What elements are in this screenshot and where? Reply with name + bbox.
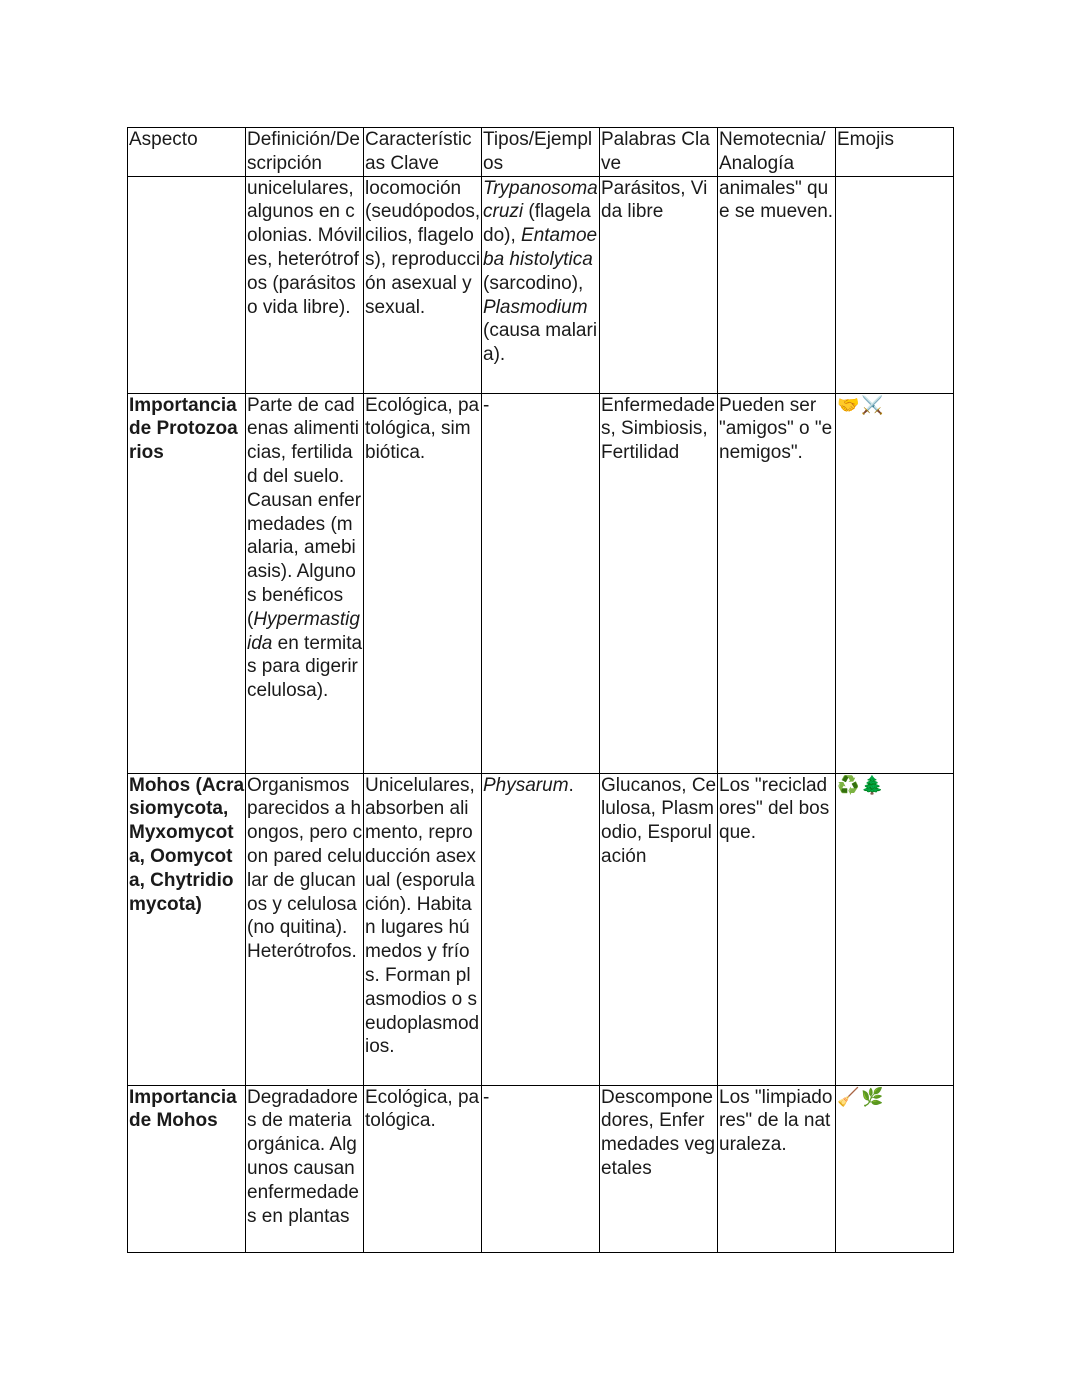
table-row xyxy=(128,773,954,1085)
cell-aspecto: Importancia de Protozoarios xyxy=(128,393,246,773)
table-row xyxy=(128,1085,954,1252)
header-emojis: Emojis xyxy=(836,128,954,177)
cell-tipos xyxy=(482,176,600,393)
table-header-row xyxy=(128,128,954,177)
header-palabras: Palabras Clave xyxy=(600,128,718,177)
table-row xyxy=(128,176,954,393)
cell-definicion: unicelulares, algunos en colonias. Móviles, heterótrofos (parásitos o vida libre). xyxy=(246,176,364,393)
header-tipos: Tipos/Ejemplos xyxy=(482,128,600,177)
table-row xyxy=(128,393,954,773)
cell-definicion: Degradadores de materia orgánica. Algunos causan enfermedades en plantas xyxy=(246,1085,364,1252)
cell-palabras: Descomponedores, Enfermedades vegetales xyxy=(600,1085,718,1252)
header-caracteristicas: Características Clave xyxy=(364,128,482,177)
cell-tipos: - xyxy=(482,393,600,773)
cell-caracteristicas: Ecológica, patológica. xyxy=(364,1085,482,1252)
cell-nemotecnia: animales" que se mueven. xyxy=(718,176,836,393)
cell-caracteristicas: Ecológica, patológica, simbiótica. xyxy=(364,393,482,773)
italic-text: Entamoeba histolytica xyxy=(483,225,598,270)
cell-palabras: Enfermedades, Simbiosis, Fertilidad xyxy=(600,393,718,773)
text-run: (sarcodino), xyxy=(483,272,584,294)
header-aspecto: Aspecto xyxy=(128,128,246,177)
cell-aspecto xyxy=(128,176,246,393)
cell-emojis: ♻️🌲 xyxy=(836,773,954,1085)
cell-aspecto: Mohos (Acrasiomycota, Myxomycota, Oomycota, Chytridiomycota) xyxy=(128,773,246,1085)
cell-aspecto: Importancia de Mohos xyxy=(128,1085,246,1252)
cell-tipos xyxy=(482,773,600,1085)
italic-text: Hypermastigida xyxy=(247,608,360,654)
text-run: (causa malaria). xyxy=(483,320,598,366)
cell-nemotecnia: Los "recicladores" del bosque. xyxy=(718,773,836,1085)
header-definicion: Definición/Descripción xyxy=(246,128,364,177)
header-nemotecnia: Nemotecnia/Analogía xyxy=(718,128,836,177)
text-run: Parte de cadenas alimenticias, fertilidad del suelo. Causan enfermedades (malaria, amebiasis). Algunos benéficos ( xyxy=(247,394,362,630)
cell-emojis: 🧹🌿 xyxy=(836,1085,954,1252)
cell-palabras: Parásitos, Vida libre xyxy=(600,176,718,393)
text-run: en termitas para digerir celulosa). xyxy=(247,632,363,702)
cell-nemotecnia: Pueden ser "amigos" o "enemigos". xyxy=(718,393,836,773)
cell-definicion: Organismos parecidos a hongos, pero con pared celular de glucanos y celulosa (no quitina). Heterótrofos. xyxy=(246,773,364,1085)
cell-nemotecnia: Los "limpiadores" de la naturaleza. xyxy=(718,1085,836,1252)
cell-emojis: 🤝⚔️ xyxy=(836,393,954,773)
text-run: (flagelado), xyxy=(483,201,591,247)
italic-text: Plasmodium xyxy=(483,296,588,318)
study-table xyxy=(127,127,954,1253)
italic-text: Physarum xyxy=(483,774,569,796)
cell-palabras: Glucanos, Celulosa, Plasmodio, Esporulación xyxy=(600,773,718,1085)
cell-caracteristicas: Unicelulares, absorben alimento, reproducción asexual (esporulación). Habitan lugares húmedos y fríos. Forman plasmodios o seudoplasmodios. xyxy=(364,773,482,1085)
text-run: . xyxy=(568,774,574,796)
cell-emojis xyxy=(836,176,954,393)
italic-text: Trypanosoma cruzi xyxy=(483,177,598,223)
cell-tipos: - xyxy=(482,1085,600,1252)
cell-definicion xyxy=(246,393,364,773)
cell-caracteristicas: locomoción (seudópodos, cilios, flagelos), reproducción asexual y sexual. xyxy=(364,176,482,393)
